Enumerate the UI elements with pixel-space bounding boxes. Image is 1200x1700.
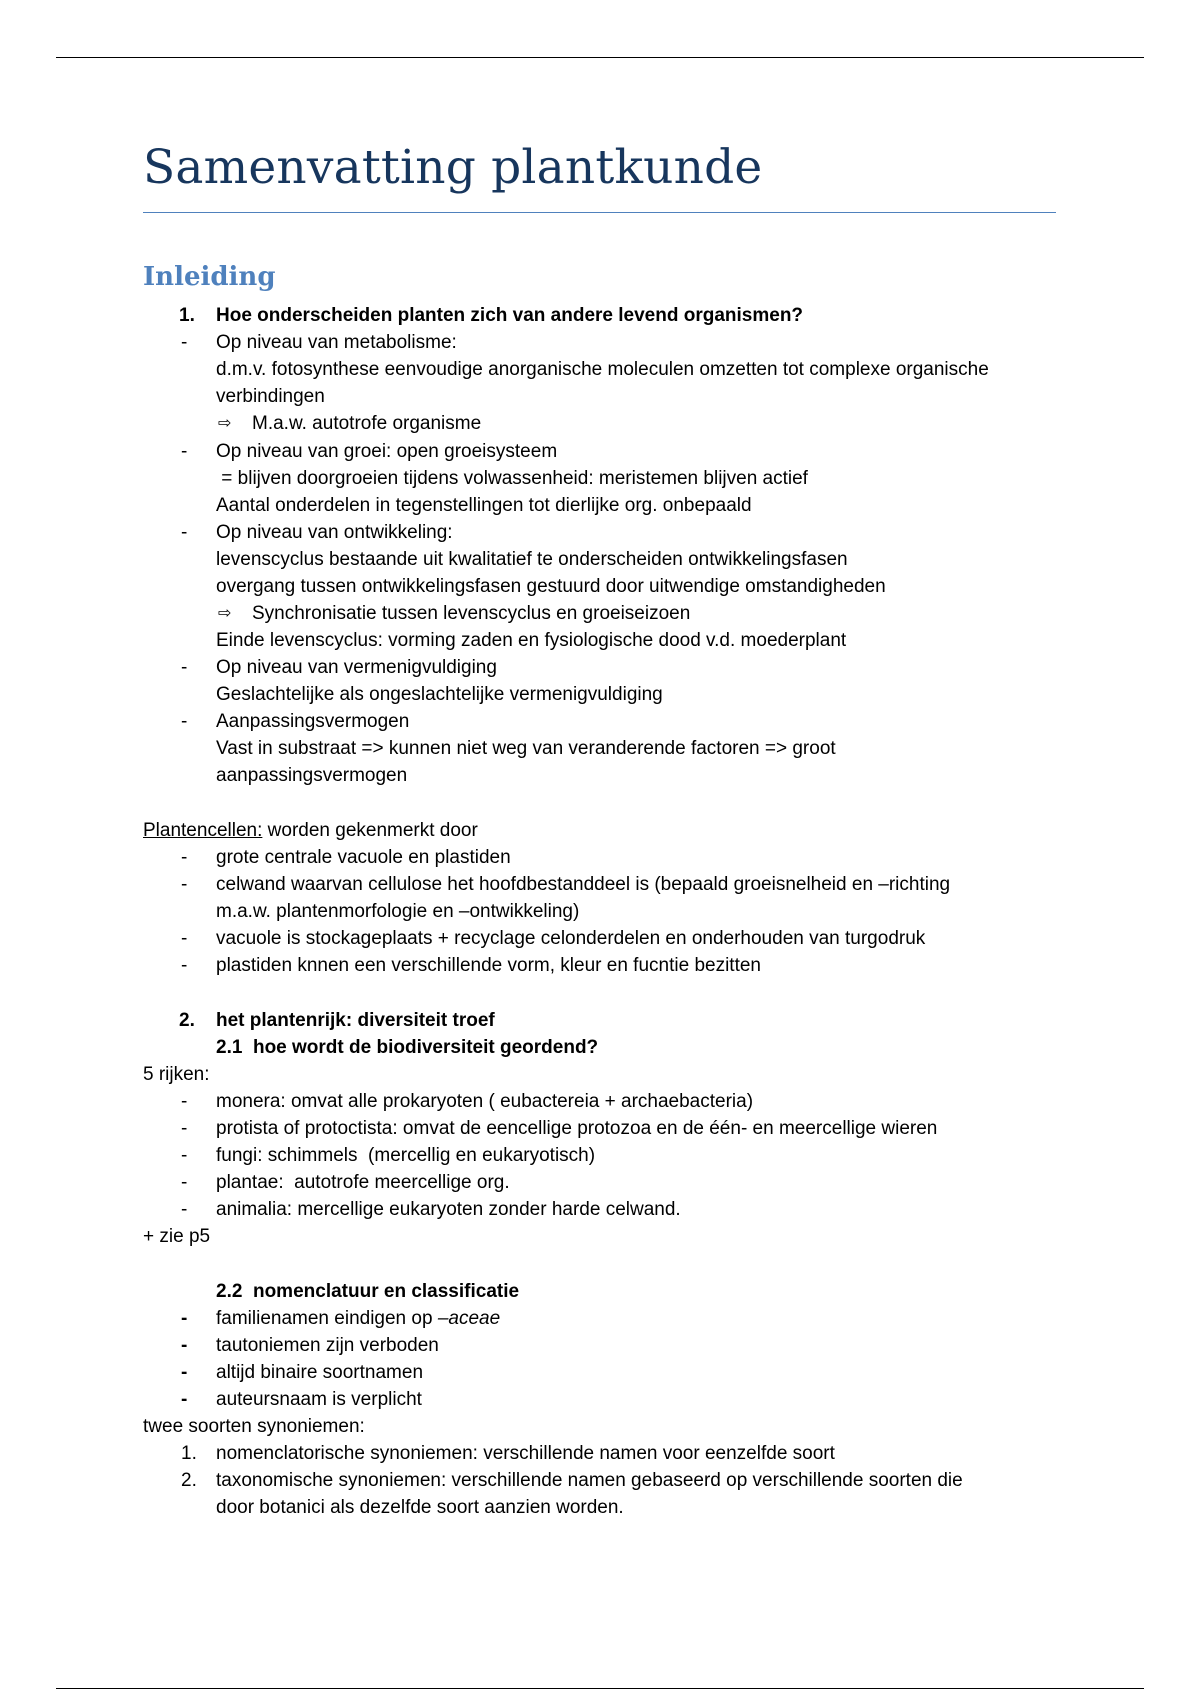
dash-marker: - [181,1172,188,1193]
list-item: vacuole is stockageplaats + recyclage celonderdelen en onderhouden van turgodruk [216,928,926,949]
arrow-item-text: M.a.w. autotrofe organisme [252,413,482,434]
numbered-marker: 2. [181,1470,197,1491]
dash-marker: - [181,1389,188,1410]
dash-marker: - [181,847,188,868]
list-item: protista of protoctista: omvat de eencellige protozoa en de één- en meercellige wieren [216,1118,938,1139]
list-item-text: overgang tussen ontwikkelingsfasen gestuurd door uitwendige omstandigheden [216,576,886,597]
list-item: Aanpassingsvermogen [216,711,410,732]
dash-marker: - [181,874,188,895]
list-item-text: Einde levenscyclus: vorming zaden en fysiologische dood v.d. moederplant [216,630,847,651]
header-rule [56,57,1144,58]
plantencellen-rest: worden gekenmerkt door [262,820,478,841]
arrow-icon: ⇨ [218,605,232,622]
list-item-text: m.a.w. plantenmorfologie en –ontwikkeling) [216,901,580,922]
rijken-label: 5 rijken: [143,1064,210,1085]
plantencellen-line [143,819,478,843]
numbered-item: taxonomische synoniemen: verschillende namen gebaseerd op verschillende soorten die [216,1470,963,1491]
dash-marker: - [181,657,188,678]
q1-number: 1. [179,305,195,326]
plantencellen-label: Plantencellen: [143,820,263,841]
list-item: animalia: mercellige eukaryoten zonder harde celwand. [216,1199,681,1220]
see-page-note: + zie p5 [143,1226,211,1247]
list-item: celwand waarvan cellulose het hoofdbestanddeel is (bepaald groeisnelheid en –richting [216,874,951,895]
list-item: tautoniemen zijn verboden [216,1335,439,1356]
list-item-text: aanpassingsvermogen [216,765,408,786]
dash-marker: - [181,332,188,353]
subheading-2-2: 2.2 nomenclatuur en classificatie [216,1281,520,1302]
synoniemen-label: twee soorten synoniemen: [143,1416,365,1437]
list-item-text: familienamen eindigen op [216,1308,438,1329]
dash-marker: - [181,1362,188,1383]
list-item: Op niveau van vermenigvuldiging [216,657,497,678]
dash-marker: - [181,1118,188,1139]
list-item-text: verbindingen [216,386,325,407]
dash-marker: - [181,1335,188,1356]
subheading-2-1: 2.1 hoe wordt de biodiversiteit geordend? [216,1037,599,1058]
list-item: plantae: autotrofe meercellige org. [216,1172,510,1193]
title-underline [143,212,1056,213]
dash-marker: - [181,955,188,976]
list-item-text: Vast in substraat => kunnen niet weg van veranderende factoren => groot [216,738,836,759]
list-item: plastiden knnen een verschillende vorm, kleur en fucntie bezitten [216,955,761,976]
dash-marker: - [181,522,188,543]
arrow-icon: ⇨ [218,415,232,432]
list-item: altijd binaire soortnamen [216,1362,424,1383]
dash-marker: - [181,1145,188,1166]
footer-rule [56,1688,1144,1689]
list-item: Op niveau van metabolisme: [216,332,457,353]
list-item: Op niveau van ontwikkeling: [216,522,453,543]
arrow-item-text: Synchronisatie tussen levenscyclus en groeiseizoen [252,603,691,624]
list-item-text: levenscyclus bestaande uit kwalitatief te onderscheiden ontwikkelingsfasen [216,549,848,570]
list-item-text: Geslachtelijke als ongeslachtelijke vermenigvuldiging [216,684,663,705]
list-item [216,1307,500,1331]
dash-marker: - [181,441,188,462]
dash-marker: - [181,1091,188,1112]
q2-number: 2. [179,1010,195,1031]
q2-heading: het plantenrijk: diversiteit troef [216,1010,495,1031]
list-item: fungi: schimmels (mercellig en eukaryotisch) [216,1145,596,1166]
section-heading: Inleiding [143,262,276,292]
dash-marker: - [181,1199,188,1220]
list-item: monera: omvat alle prokaryoten ( eubactereia + archaebacteria) [216,1091,754,1112]
list-item-text: = blijven doorgroeien tijdens volwassenheid: meristemen blijven actief [216,468,808,489]
dash-marker: - [181,1308,188,1329]
list-item-italic: –aceae [437,1308,501,1329]
dash-marker: - [181,928,188,949]
numbered-item: nomenclatorische synoniemen: verschillende namen voor eenzelfde soort [216,1443,835,1464]
list-item: Op niveau van groei: open groeisysteem [216,441,558,462]
document-title: Samenvatting plantkunde [143,140,763,195]
dash-marker: - [181,711,188,732]
list-item: grote centrale vacuole en plastiden [216,847,511,868]
numbered-marker: 1. [181,1443,197,1464]
list-item-text: Aantal onderdelen in tegenstellingen tot dierlijke org. onbepaald [216,495,752,516]
q1-heading: Hoe onderscheiden planten zich van andere levend organismen? [216,305,804,326]
numbered-item-text: door botanici als dezelfde soort aanzien worden. [216,1497,624,1518]
list-item: auteursnaam is verplicht [216,1389,422,1410]
list-item-text: d.m.v. fotosynthese eenvoudige anorganische moleculen omzetten tot complexe organische [216,359,989,380]
